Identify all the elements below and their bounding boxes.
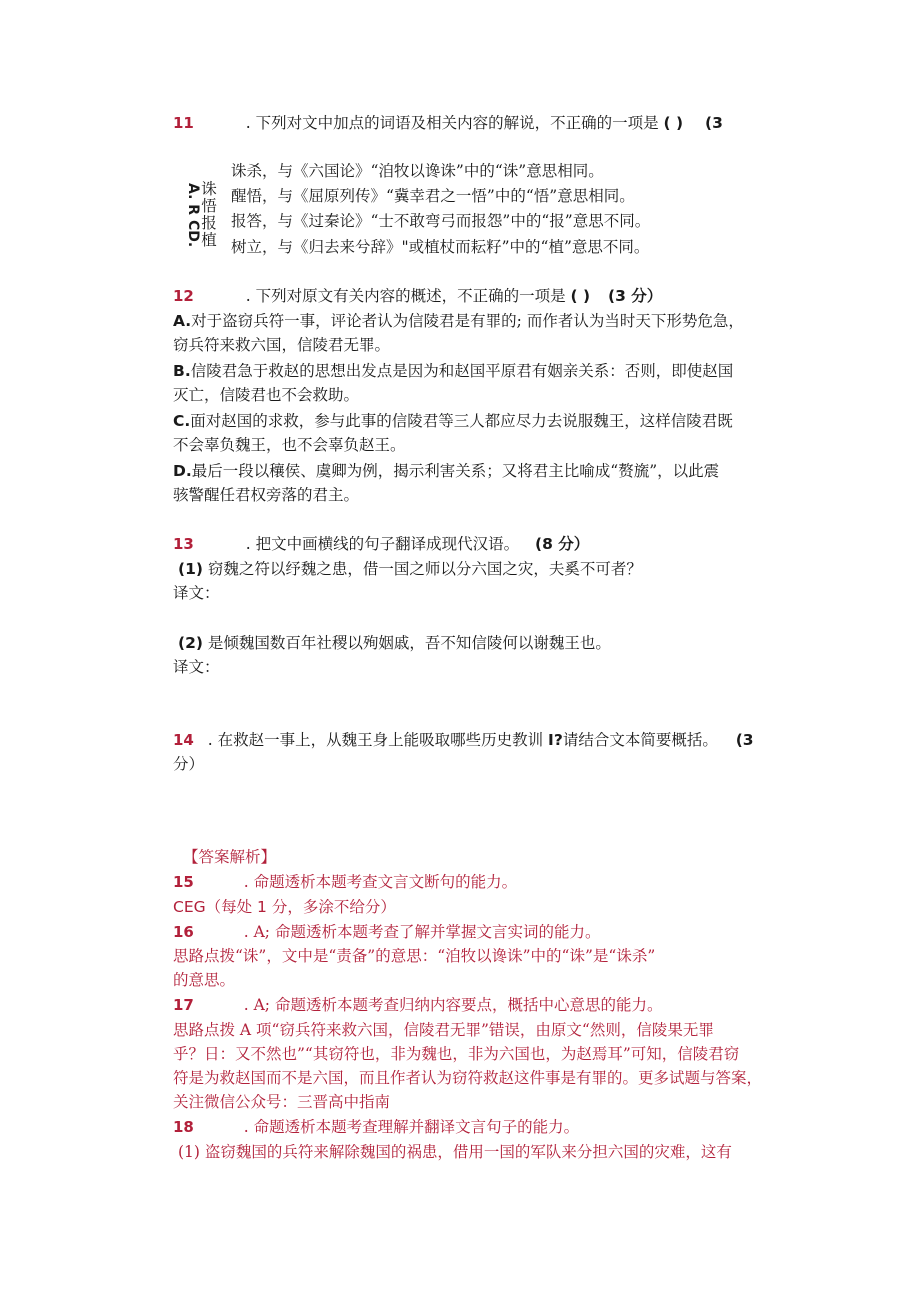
q13-item-1-label: (1) <box>178 560 203 578</box>
q13-item-1-text: 窃魏之符以纾魏之患，借一国之师以分六国之灾，夫奚不可者？ <box>207 560 642 578</box>
answers-header: 【答案解析】 <box>183 848 277 866</box>
q12-option-b-line1 <box>173 360 733 382</box>
answer-18 <box>173 1116 579 1138</box>
answer-17-number: 17 <box>173 996 194 1014</box>
answer-17-note-line3: 符是为救赵国而不是六国，而且作者认为窃符救赵这件事是有罪的。更多试题与答案， <box>173 1069 763 1087</box>
q11-word-4: 植 <box>201 231 217 249</box>
answer-16-note-line2: 的意思。 <box>173 971 236 989</box>
q12-option-a-text1: 对于盗窃兵符一事，评论者认为信陵君是有罪的; 而作者认为当时天下形势危急， <box>191 312 744 330</box>
answer-18-text: . 命题透析本题考查理解并翻译文言句子的能力。 <box>243 1118 580 1136</box>
answer-15-detail <box>173 896 396 918</box>
q14-stem-line <box>173 729 754 751</box>
q11-vertical-words <box>200 181 218 249</box>
q14-number: 14 <box>173 731 194 749</box>
answer-17-note-line1: 思路点拨 A 项“窃兵符来救六国，信陵君无罪”错误，由原文“然则，信陵果无罪 <box>173 1021 714 1039</box>
answer-16-note-line1: 思路点拨“诛”，文中是“责备”的意思：“洎牧以谗诛”中的“诛”是“诛杀” <box>173 947 656 965</box>
q12-bracket: ( ) <box>570 287 591 305</box>
q13-stem: . 把文中画横线的句子翻译成现代汉语。 <box>245 535 520 553</box>
answer-17-text: . A; 命题透析本题考查归纳内容要点，概括中心意思的能力。 <box>243 996 663 1014</box>
q11-option-d: 树立，与《归去来兮辞》"或植杖而耘籽”中的“植”意思不同。 <box>231 238 650 256</box>
q13-item-2 <box>178 632 611 654</box>
q12-option-d-text1: 最后一段以穰侯、虞卿为例，揭示利害关系；又将君主比喻成“赘旒”，以此震 <box>191 462 720 480</box>
q14-stem: . 在救赵一事上，从魏王身上能吸取哪些历史教训 <box>207 731 544 749</box>
q13-stem-line <box>173 533 589 555</box>
answer-15-detail-text: CEG（每处 1 分，多涂不给分） <box>173 898 396 916</box>
q12-option-c-letter: C. <box>173 412 191 430</box>
q13-item-1-answer-label: 译文： <box>173 584 220 602</box>
q12-option-b-letter: B. <box>173 362 191 380</box>
q13-item-2-label: (2) <box>178 634 203 652</box>
q12-option-d-line1 <box>173 460 719 482</box>
q12-option-a-line1 <box>173 310 744 332</box>
q12-option-b-line2: 灭亡，信陵君也不会救助。 <box>173 386 360 404</box>
q12-option-c-line2: 不会辜负魏王，也不会辜负赵王。 <box>173 436 406 454</box>
q14-score: (3 <box>735 731 754 749</box>
q12-option-a-letter: A. <box>173 312 192 330</box>
answer-15-number: 15 <box>173 873 194 891</box>
q13-score: (8 分） <box>534 535 590 553</box>
answer-17 <box>173 994 662 1016</box>
q11-option-a: 诛杀，与《六国论》“洎牧以谗诛”中的“诛”意思相同。 <box>231 162 604 180</box>
q11-stem-line <box>173 112 723 134</box>
q11-vertical-letters: A. R CD. <box>185 183 201 248</box>
q11-word-1: 诛 <box>201 180 217 198</box>
answer-17-note-line4: 关注微信公众号：三晋高中指南 <box>173 1093 391 1111</box>
answer-16-number: 16 <box>173 923 194 941</box>
q12-stem-line <box>173 285 662 307</box>
q11-option-b: 醒悟，与《屈原列传》“冀幸君之一悟”中的“悟”意思相同。 <box>231 187 635 205</box>
q12-number: 12 <box>173 287 194 305</box>
q11-word-2: 悟 <box>201 197 217 215</box>
q12-option-d-line2: 骇警醒任君权旁落的君主。 <box>173 486 360 504</box>
q12-stem: . 下列对原文有关内容的概述，不正确的一项是 <box>245 287 566 305</box>
q12-option-c-text1: 面对赵国的求救，参与此事的信陵君等三人都应尽力去说服魏王，这样信陵君既 <box>190 412 733 430</box>
q14-stem2: 请结合文本简要概括。 <box>562 731 718 749</box>
q11-stem: . 下列对文中加点的词语及相关内容的解说，不正确的一项是 <box>245 114 659 132</box>
answer-15 <box>173 871 517 893</box>
q14-mid: I? <box>548 731 563 749</box>
answer-15-text: . 命题透析本题考查文言文断句的能力。 <box>243 873 518 891</box>
q11-score: (3 <box>705 114 723 132</box>
q14-score-cont: 分） <box>173 755 205 773</box>
q13-item-2-answer-label: 译文： <box>173 658 220 676</box>
q12-option-d-letter: D. <box>173 462 192 480</box>
answer-18-number: 18 <box>173 1118 194 1136</box>
q13-number: 13 <box>173 535 194 553</box>
q12-score: (3 分） <box>608 287 663 305</box>
q12-option-c-line1 <box>173 410 733 432</box>
q11-word-3: 报 <box>201 214 217 232</box>
q12-option-a-line2: 窃兵符来救六国，信陵君无罪。 <box>173 336 391 354</box>
answer-17-note-line2: 乎？日：又不然也”“其窃符也，非为魏也，非为六国也，为赵焉耳”可知，信陵君窃 <box>173 1045 740 1063</box>
q11-option-c: 报答，与《过秦论》“士不敢弯弓而报怨”中的“报”意思不同。 <box>231 212 651 230</box>
answer-18-item-1: (1) 盗窃魏国的兵符来解除魏国的祸患，借用一国的军队来分担六国的灾难，这有 <box>178 1143 732 1161</box>
q12-option-b-text1: 信陵君急于救赵的思想出发点是因为和赵国平原君有姻亲关系：否则，即使赵国 <box>190 362 734 380</box>
q11-number: 11 <box>173 114 194 132</box>
answer-16 <box>173 921 600 943</box>
q11-bracket: ( ) <box>663 114 684 132</box>
q13-item-1 <box>178 558 642 580</box>
answer-16-text: . A; 命题透析本题考查了解并掌握文言实词的能力。 <box>243 923 601 941</box>
q13-item-2-text: 是倾魏国数百年社稷以殉姻戚，吾不知信陵何以谢魏王也。 <box>207 634 611 652</box>
